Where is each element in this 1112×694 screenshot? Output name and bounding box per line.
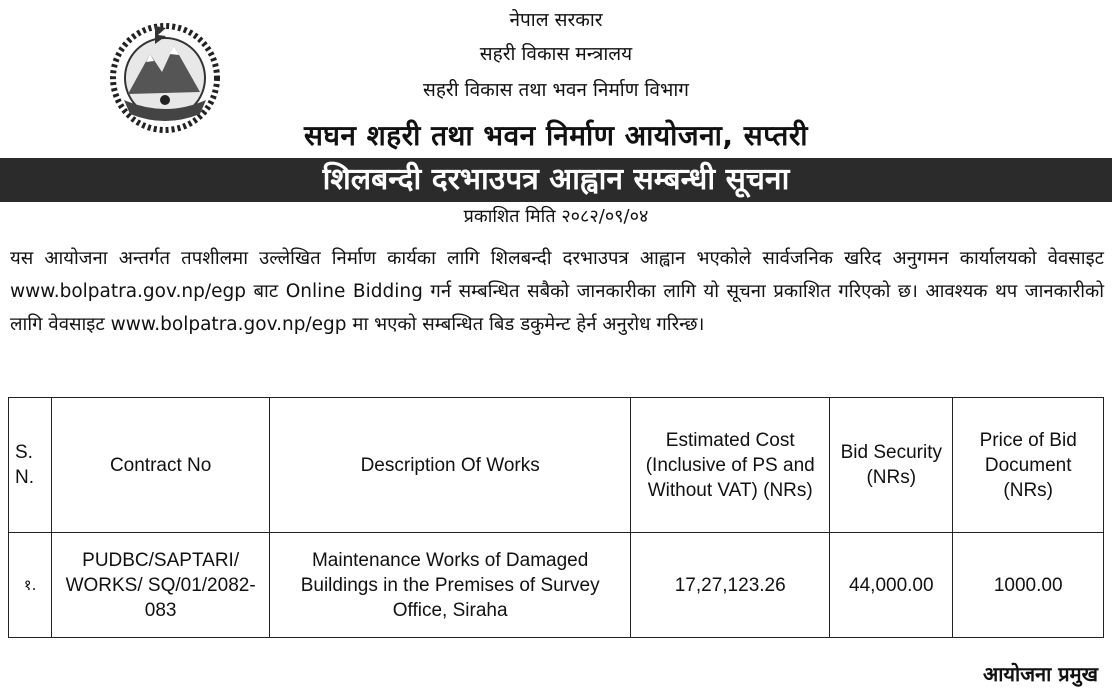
table-header-row [9,398,1104,533]
header-sn: S. N. [9,398,52,533]
cell-bid-security: 44,000.00 [830,533,953,638]
header-description: Description Of Works [270,398,631,533]
header-bid-document-price: Price of Bid Document (NRs) [953,398,1104,533]
government-name: नेपाल सरकार [509,9,603,31]
table-row [9,533,1104,638]
notice-body: यस आयोजना अन्तर्गत तपशीलमा उल्लेखित निर्माण कार्यका लागि शिलबन्दी दरभाउपत्र आह्वान भएकोले सार्वजनिक खरिद अनुगमन कार्यालयको वेवसाइट www.bolpatra.gov.np/egp बाट Online Bidding गर्न सम्बन्धित सबैको जानकारीका लागि यो सूचना प्रकाशित गरिएको छ। आवश्यक थप जानकारीको लागि वेवसाइट www.bolpatra.gov.np/egp मा भएको सम्बन्धित बिड डकुमेन्ट हेर्न अनुरोध गरिन्छ। [10,248,1104,335]
cell-bid-document-price: 1000.00 [953,533,1104,638]
works-table [8,397,1104,638]
cell-sn: १. [9,533,52,638]
published-date: प्रकाशित मिति २०८२/०९/०४ [463,206,649,227]
project-name: सघन शहरी तथा भवन निर्माण आयोजना, सप्तरी [303,119,809,152]
header-contract-no: Contract No [52,398,270,533]
signoff-project-chief: आयोजना प्रमुख [982,662,1098,686]
department-name: सहरी विकास तथा भवन निर्माण विभाग [423,79,689,101]
header-bid-security: Bid Security (NRs) [830,398,953,533]
notice-title-banner: शिलबन्दी दरभाउपत्र आह्वान सम्बन्धी सूचना [0,158,1112,202]
cell-description: Maintenance Works of Damaged Buildings in the Premises of Survey Office, Siraha [270,533,631,638]
ministry-name: सहरी विकास मन्त्रालय [479,43,633,65]
cell-contract-no: PUDBC/SAPTARI/ WORKS/ SQ/01/2082-083 [52,533,270,638]
cell-estimated-cost: 17,27,123.26 [631,533,830,638]
header-estimated-cost: Estimated Cost (Inclusive of PS and Without VAT) (NRs) [631,398,830,533]
